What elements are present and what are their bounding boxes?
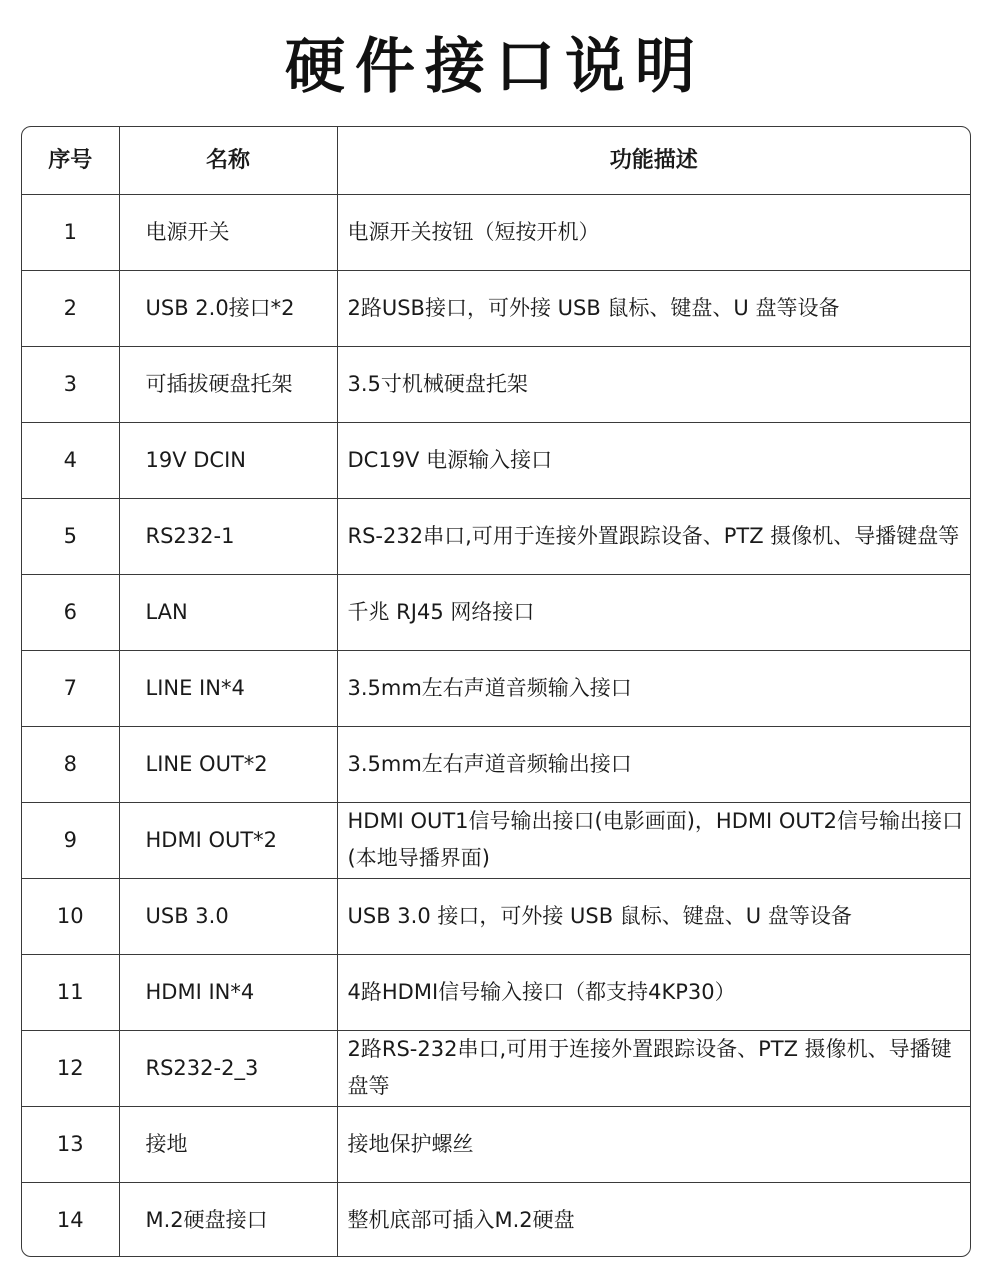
row-name: USB 2.0接口*2	[119, 270, 337, 346]
row-index: 8	[22, 726, 119, 802]
row-description: 电源开关按钮（短按开机）	[337, 194, 970, 270]
row-index: 14	[22, 1182, 119, 1257]
row-description: RS-232串口,可用于连接外置跟踪设备、PTZ 摄像机、导播键盘等	[337, 498, 970, 574]
row-description: 3.5mm左右声道音频输入接口	[337, 650, 970, 726]
row-name: LINE OUT*2	[119, 726, 337, 802]
row-name: USB 3.0	[119, 878, 337, 954]
table-row	[22, 650, 970, 726]
page-title: 硬件接口说明	[285, 32, 705, 102]
row-description: 3.5寸机械硬盘托架	[337, 346, 970, 422]
row-index: 1	[22, 194, 119, 270]
row-index: 12	[22, 1030, 119, 1106]
row-index: 3	[22, 346, 119, 422]
table-row	[22, 878, 970, 954]
table-row	[22, 726, 970, 802]
row-index: 7	[22, 650, 119, 726]
interface-table-frame	[21, 126, 971, 1257]
row-name: RS232-1	[119, 498, 337, 574]
row-name: HDMI IN*4	[119, 954, 337, 1030]
row-name: RS232-2_3	[119, 1030, 337, 1106]
row-name: 19V DCIN	[119, 422, 337, 498]
row-description: 2路RS-232串口,可用于连接外置跟踪设备、PTZ 摄像机、导播键盘等	[337, 1030, 970, 1106]
table-row	[22, 1182, 970, 1257]
row-index: 4	[22, 422, 119, 498]
table-row	[22, 498, 970, 574]
header-index: 序号	[22, 127, 119, 194]
row-index: 13	[22, 1106, 119, 1182]
row-name: LAN	[119, 574, 337, 650]
row-name: LINE IN*4	[119, 650, 337, 726]
row-name: M.2硬盘接口	[119, 1182, 337, 1257]
row-index: 2	[22, 270, 119, 346]
row-description: USB 3.0 接口，可外接 USB 鼠标、键盘、U 盘等设备	[337, 878, 970, 954]
row-description: 4路HDMI信号输入接口（都支持4KP30）	[337, 954, 970, 1030]
row-description: 千兆 RJ45 网络接口	[337, 574, 970, 650]
table-row	[22, 1106, 970, 1182]
row-description: 整机底部可插入M.2硬盘	[347, 1207, 575, 1232]
table-row	[22, 422, 970, 498]
row-index: 10	[22, 878, 119, 954]
row-name: HDMI OUT*2	[119, 802, 337, 878]
row-description: 3.5mm左右声道音频输出接口	[337, 726, 970, 802]
table-row	[22, 1030, 970, 1106]
table-row	[22, 954, 970, 1030]
interface-table	[22, 127, 970, 1257]
row-name: 可插拔硬盘托架	[119, 346, 337, 422]
row-index: 11	[22, 954, 119, 1030]
row-description: 接地保护螺丝	[337, 1106, 970, 1182]
table-row	[22, 194, 970, 270]
row-name: 电源开关	[119, 194, 337, 270]
row-index: 9	[22, 802, 119, 878]
row-name: 接地	[119, 1106, 337, 1182]
table-row	[22, 802, 970, 878]
table-row	[22, 346, 970, 422]
table-row	[22, 574, 970, 650]
header-description: 功能描述	[337, 127, 970, 194]
row-index: 6	[22, 574, 119, 650]
row-description: DC19V 电源输入接口	[337, 422, 970, 498]
table-row	[22, 270, 970, 346]
header-name: 名称	[119, 127, 337, 194]
table-header-row	[22, 127, 970, 194]
row-description: HDMI OUT1信号输出接口(电影画面)，HDMI OUT2信号输出接口(本地导播界面)	[337, 802, 970, 878]
row-description: 2路USB接口，可外接 USB 鼠标、键盘、U 盘等设备	[337, 270, 970, 346]
row-index: 5	[22, 498, 119, 574]
